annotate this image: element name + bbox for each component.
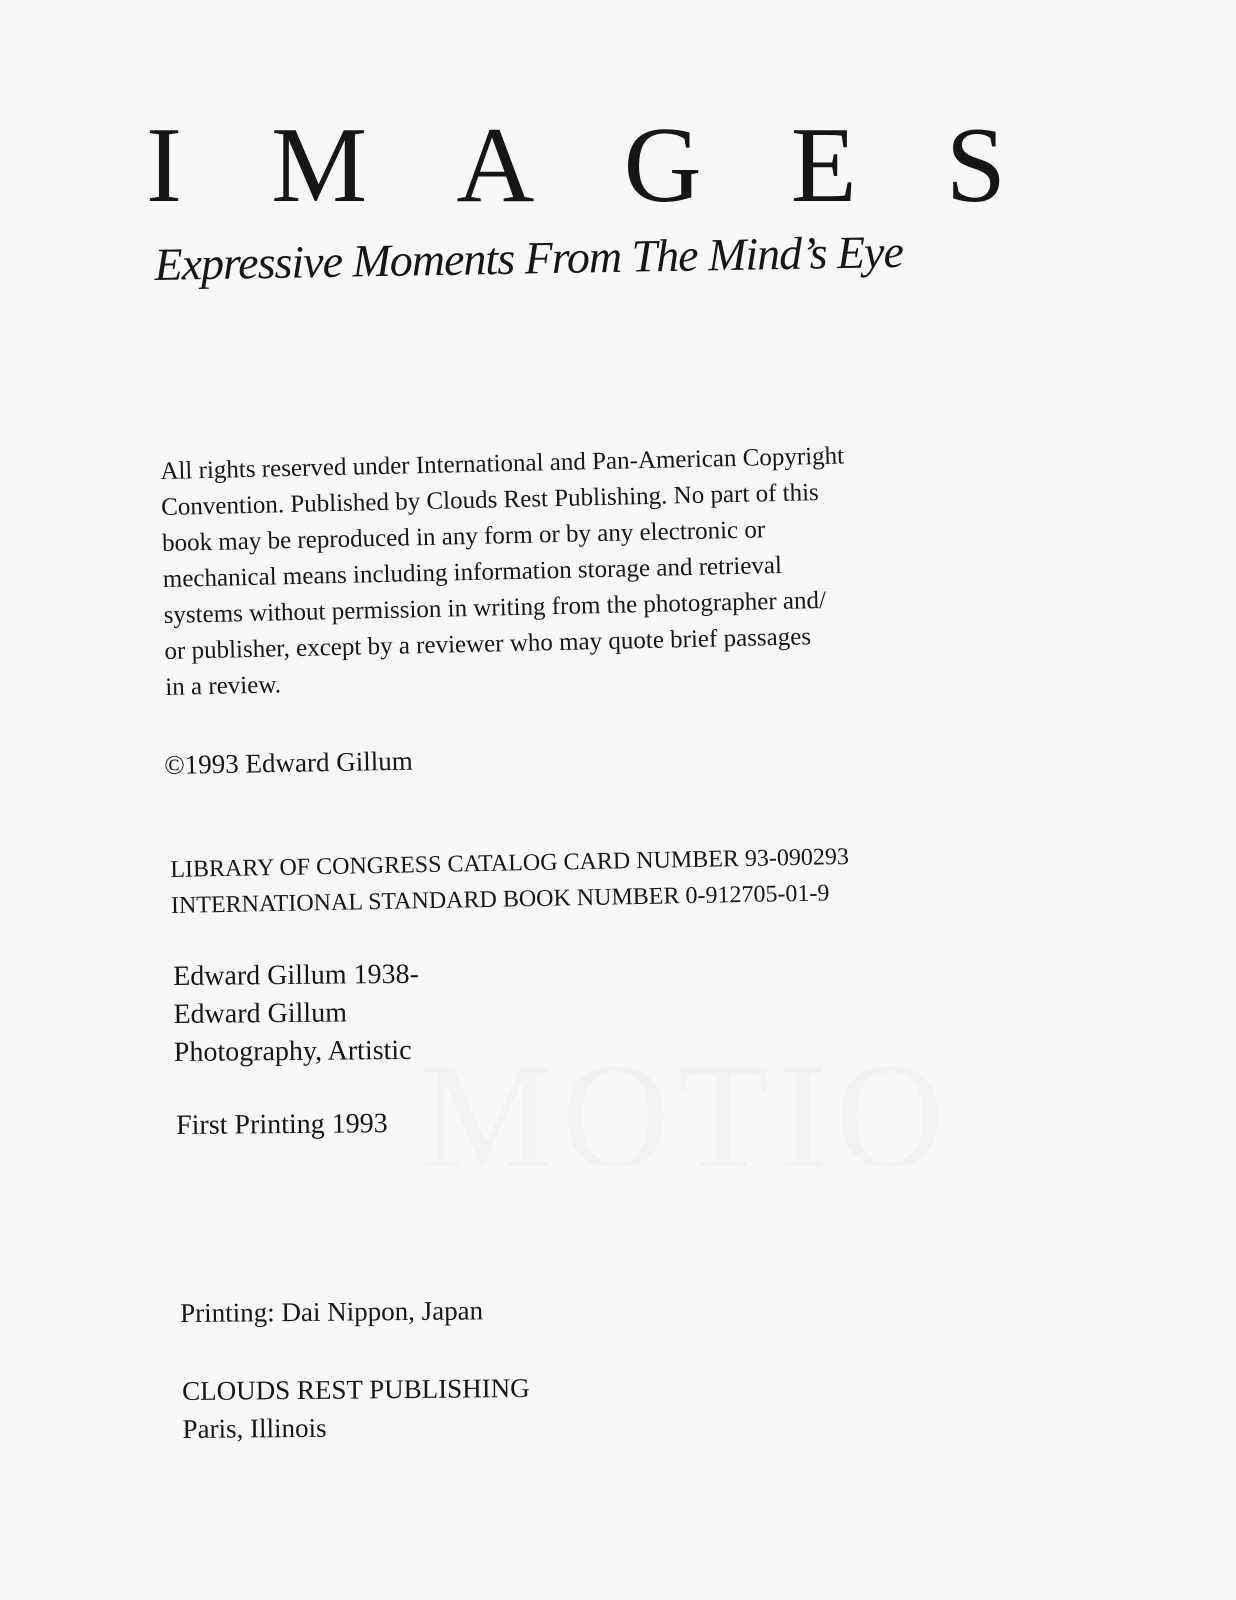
printer-credit: Printing: Dai Nippon, Japan xyxy=(180,1295,484,1328)
rights-line: or publisher, except by a reviewer who may quote brief passages xyxy=(164,623,812,665)
isbn-number: INTERNATIONAL STANDARD BOOK NUMBER 0-912705-01-9 xyxy=(170,880,830,919)
book-subtitle: Expressive Moments From The Mind’s Eye xyxy=(154,225,904,290)
author-dates: Edward Gillum 1938- xyxy=(173,958,420,992)
title-letter: M xyxy=(271,106,368,225)
rights-line: systems without permission in writing from the photographer and/ xyxy=(163,586,827,629)
rights-line: Convention. Published by Clouds Rest Publishing. No part of this xyxy=(160,479,820,521)
author-name: Edward Gillum xyxy=(173,997,348,1030)
title-letter: E xyxy=(790,106,857,225)
title-letter: I xyxy=(146,106,182,225)
title-letter: A xyxy=(456,106,535,225)
rights-line: All rights reserved under International and Pan-American Copyright xyxy=(160,442,845,485)
publisher-name: CLOUDS REST PUBLISHING xyxy=(182,1372,530,1406)
publisher-block xyxy=(182,1369,530,1448)
library-of-congress-number: LIBRARY OF CONGRESS CATALOG CARD NUMBER 93-090293 xyxy=(170,843,850,883)
rights-notice xyxy=(160,435,1006,706)
rights-line: book may be reproduced in any form or by any electronic or xyxy=(161,516,766,557)
cataloging-credits xyxy=(173,956,420,1072)
copyright-line: ©1993 Edward Gillum xyxy=(164,745,413,780)
first-printing: First Printing 1993 xyxy=(176,1108,388,1141)
rights-line: mechanical means including information storage and retrieval xyxy=(162,551,783,593)
catalog-numbers xyxy=(170,839,850,924)
book-title xyxy=(146,106,1006,225)
title-letter: S xyxy=(945,106,1006,225)
title-letter: G xyxy=(623,106,702,225)
subject-heading: Photography, Artistic xyxy=(173,1034,412,1068)
publisher-location: Paris, Illinois xyxy=(182,1412,327,1444)
rights-line: in a review. xyxy=(164,671,282,701)
show-through-text xyxy=(420,1030,952,1202)
